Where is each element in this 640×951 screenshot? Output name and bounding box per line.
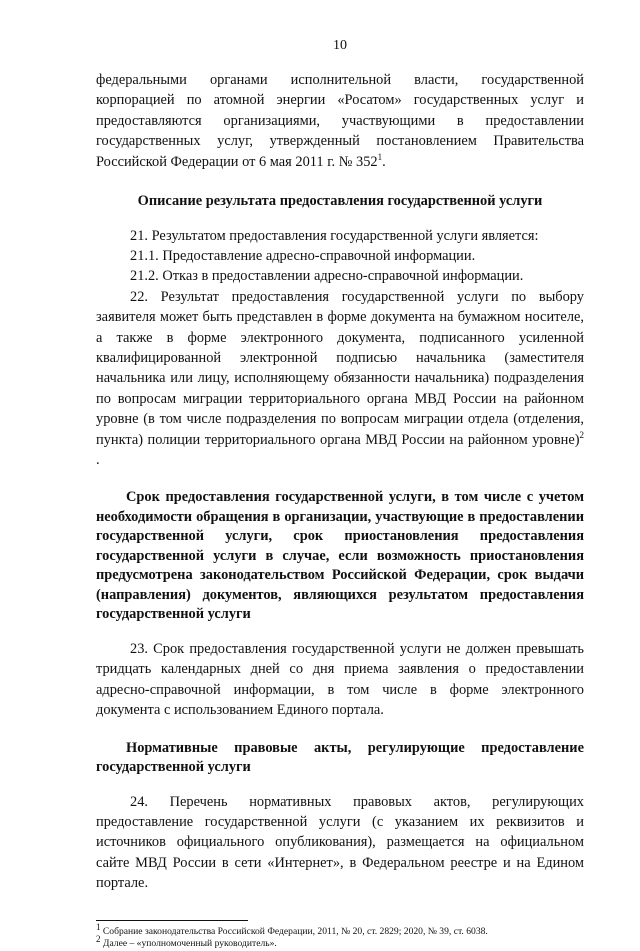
paragraph-23: 23. Срок предоставления государственной услуги не должен превышать тридцать календарных дней со дня приема заявления о предоставлении адресно-справочной информации, в том числе в форме электронного документа с использованием Единого портала. bbox=[96, 640, 584, 719]
intro-text: федеральными органами исполнительной власти, государственной корпорацией по атомной энергии «Росатом» государственных услуг и предоставляются организациями, участвующими в предоставлении государственных услуг, утвержденный постановлением Правительства Российской Федерации от 6 мая 2011 г. № 352 bbox=[96, 72, 584, 170]
footnote-text-2: Далее – «уполномоченный руководитель». bbox=[100, 938, 277, 950]
page-number: 10 bbox=[333, 38, 347, 53]
footnote-ref-1: 1 bbox=[377, 151, 383, 162]
footnote-ref-2: 2 bbox=[579, 429, 584, 440]
paragraph-21-2: 21.2. Отказ в предоставлении адресно-справочной информации. bbox=[130, 268, 524, 285]
intro-end: . bbox=[382, 153, 386, 170]
paragraph-21-1: 21.1. Предоставление адресно-справочной информации. bbox=[130, 247, 476, 264]
paragraph-22-text: 22. Результат предоставления государственной услуги по выбору заявителя может быть представлен в форме документа на бумажном носителе, а также в форме электронного документа, подписанного усиленной квалифицированной электронной подписью начальника (заместителя начальника или лицу, исполняющему обязанности начальника) подразделения по вопросам миграции территориального органа МВД России на районном уровне (в том числе подразделения по вопросам миграции отдела (отделения, пункта) полиции территориального органа МВД России на районном уровне) bbox=[96, 288, 584, 448]
heading-term: Срок предоставления государственной услуги, в том числе с учетом необходимости обращения в организации, участвующие в предоставлении государственной услуги, срок приостановления предоставления государственной услуги в случае, если возможность приостановления предусмотрена законодательством Российской Федерации, срок выдачи (направления) документов, являющихся результатом предоставления государственной услуги bbox=[96, 489, 584, 623]
footnote-1 bbox=[96, 921, 584, 939]
footnote-mark-2: 2 bbox=[96, 933, 101, 944]
paragraph-21: 21. Результатом предоставления государственной услуги является: bbox=[130, 227, 539, 244]
heading-acts: Нормативные правовые акты, регулирующие предоставление государственной услуги bbox=[96, 739, 584, 776]
paragraph-22-end: . bbox=[96, 452, 100, 468]
paragraph-22 bbox=[96, 287, 584, 471]
footnote-text-1: Собрание законодательства Российской Федерации, 2011, № 20, ст. 2829; 2020, № 39, ст. 6038. bbox=[100, 925, 488, 937]
footnote-mark-1: 1 bbox=[96, 921, 101, 932]
intro-paragraph bbox=[96, 70, 584, 172]
paragraph-24: 24. Перечень нормативных правовых актов, регулирующих предоставление государственной услуги (с указанием их реквизитов и источников официального опубликования), размещается на официальном сайте МВД России в сети «Интернет», в Федеральном реестре и на Едином портале. bbox=[96, 793, 584, 892]
heading-result: Описание результата предоставления государственной услуги bbox=[137, 193, 543, 210]
footnote-separator bbox=[96, 920, 248, 921]
footnote-2 bbox=[96, 933, 584, 951]
